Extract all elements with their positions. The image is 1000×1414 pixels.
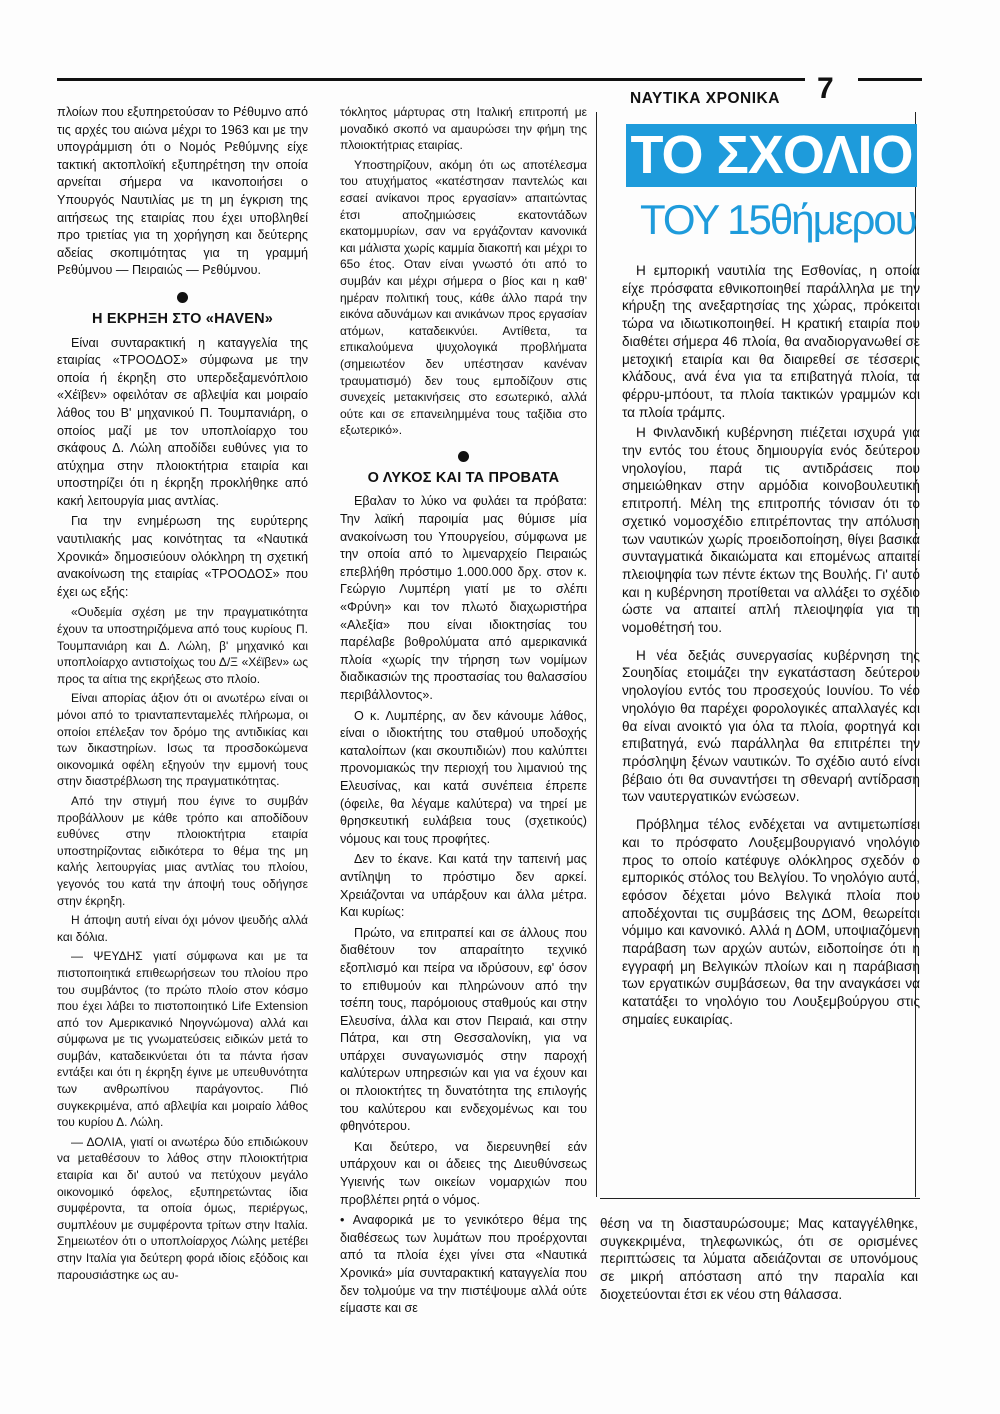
column-3-continuation [600, 1215, 918, 1307]
column-1-intro: πλοίων που εξυπηρετούσαν το Ρέθυμνο από τις αρχές του αιώνα μέχρι το 1963 και με την υπογράμμιση ότι ο Νομός Ρεθύμνης είχε τακτική ακτοπλοϊκή εξυπηρέτηση την οποία αρνείται σήμερα να ικανοποιήσει ο Υπουργός Ναυτιλίας με τη μη έγκριση της αιτήσεως της εταιρίας που έχει υποβληθεί προ τριετίας για τη χορήγηση και δεύτερης αδείας σκοπιμότητας για τη γραμμή Ρεθύμνου — Πειραιώς — Ρεθύμνου. [57, 105, 308, 278]
quote-paragraph: Από την στιγμή που έγινε το συμβάν προβάλλουν με κάθε τρόπο και αποδίδουν ευθύνες στην πλοιοκτήτρια εταιρία υποστηρίζοντας ειδικότερα το θέμα της μη καλής λειτουργίας μιας αντλίας του πλοίου, γεγονός του κατά την άποψή τους οδήγησε στην έκρηξη. [57, 793, 308, 908]
quote-paragraph: «Ουδεμία σχέση με την πραγματικότητα έχουν τα υποστηριζόμενα από τους κυρίους Π. Τουμπανιάρη και Δ. Λώλη, β' μηχανικό και υποπλοίαρχο αντιστοίχως του Δ/Ξ «Χέϊβεν» ως προς τα αίτια της εκρήξεως στο πλοίο. [57, 605, 308, 686]
column-1 [57, 104, 308, 1286]
article-paragraph: Πρώτο, να επιτραπεί και σε άλλους που διαθέτουν τον απαραίτητο τεχνικό εξοπλισμό και πείρα να ιδρύσουν, εφ' όσον το επιθυμούν και πληρώνουν από την τσέπη τους, παρόμοιους σταθμούς και στην Ελευσίνα, άλλα και στον Πειραιά, και στην Πάτρα, και στη Θεσσαλονίκη, για να υπάρχει συναγωνισμός στην παροχή καλύτερων υπηρεσιών και για να έχουν και οι πλοιοκτήτες τη δυνατότητα της επιλογής του καλύτερου και ενδεχομένως και του φθηνότερου. [340, 925, 587, 1134]
quote-paragraph: Είναι απορίας άξιον ότι οι ανωτέρω είναι οι μόνοι από το τριανταπενταμελές πλήρωμα, οι οποίοι επέλεξαν τον δρόμο της αντιδικίας και των δικαστηρίων. Ισως τα προσδοκώμενα οικονομικά οφέλη εξηγούν την εμμονή τους στην διαστρέβλωση της πραγματικότητας. [57, 691, 308, 789]
headline-wolf-sheep: Ο ΛΥΚΟΣ ΚΑΙ ΤΑ ΠΡΟΒΑΤΑ [367, 469, 560, 486]
quote-paragraph: — ΔΟΛΙΑ, γιατί οι ανωτέρω δύο επιδιώκουν να μεταθέσουν το λάθος στην πλοιοκτήτρια εταιρία και δι' αυτού να πετύχουν μεγάλο οικονομικό όφελος, εξυπηρετώντας ίδια συμφέροντα, τα οποία όμως, περιέργως, συμπλέουν με συμφέροντα τρίτων στην Ιταλία. Σημειωτέον ότι ο υποπλοίαρχος Λώλης μετέβει στην Ιταλία για δεύτερη φορά ιδίοις εξόδοις και παρουσιάστηκε ως αυ- [57, 1134, 308, 1282]
publication-name: ΝΑΥΤΙΚΑ ΧΡΟΝΙΚΑ [630, 90, 780, 107]
headline-haven: Η ΕΚΡΗΞΗ ΣΤΟ «HAVEN» [91, 310, 274, 327]
quote-paragraph: τόκλητος μάρτυρας στη Ιταλική επιτροπή με μοναδικό σκοπό να αμαυρώσει την φήμη της πλοιοκτήτριας εταιρίας. [340, 105, 587, 153]
quote-paragraph: Η άποψη αυτή είναι όχι μόνον ψευδής αλλά και δόλια. [57, 913, 308, 944]
article-paragraph: Δεν το έκανε. Και κατά την ταπεινή μας αντίληψη το πρόστιμο δεν αρκεί. Χρειάζονται να υπάρξουν και άλλα μέτρα. Και κυρίως: [340, 852, 587, 920]
quote-paragraph: Υποστηρίζουν, ακόμη ότι ως αποτέλεσμα του ατυχήματος «κατέστησαν παντελώς και εσαεί ανίκανοι προς εργασίαν» απαιτώντας έτσι αποζημιώσεις εκατοντάδων εκατομμυρίων, σαν να εργάζονταν κανονικά και μάλιστα χωρίς καμμία διακοπή και μέχρι το 65ο έτος. Οταν είναι γνωστό ότι από το συμβάν και μέχρι σήμερα ο βίος και η καθ' ημέραν πολιτική τους, κάθε άλλο παρά την εικόνα αδυνάμων και ανικάνων προς εργασίαν ατόμων, καταδεικνύει. Αντίθετα, τα επικαλούμενα ψυχολογικά προβλήματα (σημειωτέον δεν υπέστησαν κανέναν τραυματισμό) δεν τους εμποδίζουν στις συνεχείς μετακινήσεις στο εσωτερικό, αλλά ούτε και σε επανειλημμένα τους ταξίδια στο εξωτερικό». [340, 157, 587, 438]
comment-paragraph: Η νέα δεξιάς συνεργασίας κυβέρνηση της Σουηδίας ετοιμάζει την εγκατάσταση δεύτερου νηολογίου εντός του προσεχούς Ιουνίου. Το νέο νηολόγιο θα παρέχει φορολογικές απαλλαγές και θα είναι ανοικτό για όλα τα πλοία, φορτηγά και επιβατηγά, ενώ παράλληλα θα επιτρέπει την πρόσληψη ξένων ναυτικών. Το σχέδιο αυτό είναι βέβαιο ότι θα συναντήσει τη σθεναρή αντίδραση των ναυτεργατικών ενώσεων. [622, 647, 920, 805]
section-bullet [458, 451, 469, 462]
column-3 [622, 262, 920, 1032]
header-rule [57, 78, 805, 81]
quote-paragraph: — ΨΕΥΔΗΣ γιατί σύμφωνα και με τα πιστοποιητικά επιθεωρήσεων του πλοίου προ του συμβάντος (το πρώτο πλοίο στον κόσμο που έχει λάβει το πιστοποιητικό Life Extension από τον Αμερικανικό Νηογνώμονα) αλλά και σύμφωνα με τις γνωματεύσεις ειδικών μετά το συμβάν, καταδεικνύεται ότι τα πάντα ήσαν εντάξει και ότι η έκρηξη έγινε με υπευθυνότητα των ανθρωπίνου παράγοντος. Πιό συγκεκριμένα, από αβλεψία και μοιραίο λάθος του κυρίου Δ. Λώλη. [57, 949, 308, 1130]
banner-title: ΤΟ ΣΧΟΛΙΟ [630, 125, 913, 185]
article-paragraph: • Αναφορικά με το γενικότερο θέμα της διαθέσεως των λυμάτων που προέρχονται από τα πλοία έχει γίνει στα «Ναυτικά Χρονικά» μία συνταρακτική καταγγελία που δεν τολμούμε να την πιστέψουμε αλλά ούτε είμαστε και σε [340, 1213, 587, 1316]
comment-paragraph: Πρόβλημα τέλος ενδέχεται να αντιμετωπίσει και το πρόσφατο Λουξεμβουργιανό νηολόγιο προς το οποίο κατέφυγε ολόκληρος σχεδόν ο εμπορικός στόλος του Βελγίου. Το νηολόγιο αυτό, εφόσον δέχεται μόνο Βελγικά πλοία που αποδέχονται τις συμβάσεις της ΔΟΜ, θεωρείται νόμιμο και κανονικό. Αλλά η ΔΟΜ, υποψιαζόμενη παράβαση των αρχών αυτών, ειδοποίησε ότι η εγγραφή μη Βελγικών πλοίων και η παράβιαση των εργατικών συμβάσεων, θα την αναγκάσει να κατατάξει το νηολόγιο του Λουξεμβούργου στις σημαίες ευκαιρίας. [622, 817, 920, 1027]
header-rule-right [858, 78, 922, 81]
article-paragraph: Και δεύτερο, να διερευνηθεί εάν υπάρχουν και οι άδειες της Διευθύνσεως Υγιεινής των οικείων νομαρχιών που προβλέπει ρητά ο νόμος. [340, 1139, 587, 1207]
continuation-paragraph: θέση να τη διασταυρώσουμε; Μας καταγγέλθηκε, συγκεκριμένα, τηλεφωνικώς, ότι σε ορισμένες περιπτώσεις τα λύματα αδειάζονται σε υπονόμους σε μικρή απόσταση από την παραλία και διοχετεύονται έτσι εκ νέου στη θάλασσα. [600, 1216, 918, 1302]
comment-box-bottom-border [600, 1198, 920, 1199]
article-paragraph: Ο κ. Λυμπέρης, αν δεν κάνουμε λάθος, είναι ο ιδιοκτήτης του σταθμού υποδοχής καταλοίπων (και σκουπιδιών) που καλύπτει προνομιακώς την περιοχή του λιμανιού της Ελευσίνας, και κατά συνέπεια έπρεπε (όφειλε, θα λέγαμε καλύτερα) να τηρεί με θρησκευτική ευλάβεια τους (σχετικούς) νόμους και τους προφήτες. [340, 708, 587, 846]
comment-paragraph: Η Φινλανδική κυβέρνηση πιέζεται ισχυρά για την εντός του έτους δημιουργία ενός δεύτερου νηολογίου, παρά τις αντιδράσεις που σημειώθηκαν στην αρμόδια κοινοβουλευτική επιτροπή. Μέλη της επιτροπής τόνισαν ότι το σχετικό νομοσχέδιο επιτρέποντας την απόλυση των ναυτικών χωρίς προειδοποίηση, θίγει βασικά συνταγματικά δικαιώματα και επομένως απαιτεί πλειοψηφία των πέντε έκτων της Βουλής. Γι' αυτό και η κυβέρνηση προτίθεται να αλλάξει το σχέδιο ώστε να απαιτεί απλή πλειοψηφία για τη νομοθέτησή του. [622, 425, 920, 636]
comment-banner [626, 124, 917, 187]
comment-paragraph: Η εμπορική ναυτιλία της Εσθονίας, η οποία είχε πρόσφατα εθνικοποιηθεί παράλληλα με την κήρυξη της ανεξαρτησίας της χώρας, πρόκειται τώρα να ιδιωτικοποιηθεί. Η κρατική εταιρία που διαθέτει σήμερα 46 πλοία, θα αναδιοργανωθεί σε μετοχική εταιρία και θα διαιρεθεί σε τέσσερις κλάδους, ανά ένα για τα επιβατηγά πλοία, τα φέρρυ-μπόουτ, τα πλοία τακτικών γραμμών και τα πλοία τράμπς. [622, 263, 920, 420]
article-paragraph: Είναι συνταρακτική η καταγγελία της εταιρίας «ΤΡΟΟΔΟΣ» σύμφωνα με την οποία ή έκρηξη στο υπερδεξαμενόπλοιο «Χέϊβεν» οφειλόταν σε αβλεψία και μοιραίο λάθος του Β' μηχανικού Π. Τουμπανιάρη, ο οποίος μαζί με τον υποπλοίαρχο του σκάφους Δ. Λώλη αποδίδει ευθύνες για το ατύχημα στην πλοιοκτήτρια εταιρία και υποστηρίζει ότι η έκρηξη προκλήθηκε από κακή λειτουργία μιας αντλίας. [57, 335, 308, 508]
article-paragraph: Για την ενημέρωση της ευρύτερης ναυτιλιακής μας κοινότητας τα «Ναυτικά Χρονικά» δημοσιεύουν ολόκληρη τη σχετική ανακοίνωση της εταιρίας «ΤΡΟΟΔΟΣ» που έχει ως εξής: [57, 514, 308, 599]
banner-subtitle: ΤΟΥ 15θήμερου [640, 196, 916, 243]
column-2 [340, 104, 587, 1321]
comment-box-left-border [596, 112, 597, 1197]
section-bullet [177, 292, 188, 303]
article-paragraph: Εβαλαν το λύκο να φυλάει τα πρόβατα: Την λαϊκή παροιμία μας θύμισε μία ανακοίνωση του Υπουργείου, σύμφωνα με την οποία από το λιμεναρχείο Πειραιώς επεβλήθη πρόστιμο 1.000.000 δρχ. στον κ. Γεώργιο Λυμπέρη γιατί με το σλέπι «Φρύνη» και τον πλωτό διαχωριστήρα «Αλεξία» που είναι ιδιοκτησίας του παρέλαβε βοθρολύματα από αμερικανικά πλοία «χωρίς την τήρηση των νομίμων διαδικασιών της προστασίας του θαλασσίου περιβάλλοντος». [340, 494, 587, 702]
page-number: 7 [817, 72, 834, 105]
